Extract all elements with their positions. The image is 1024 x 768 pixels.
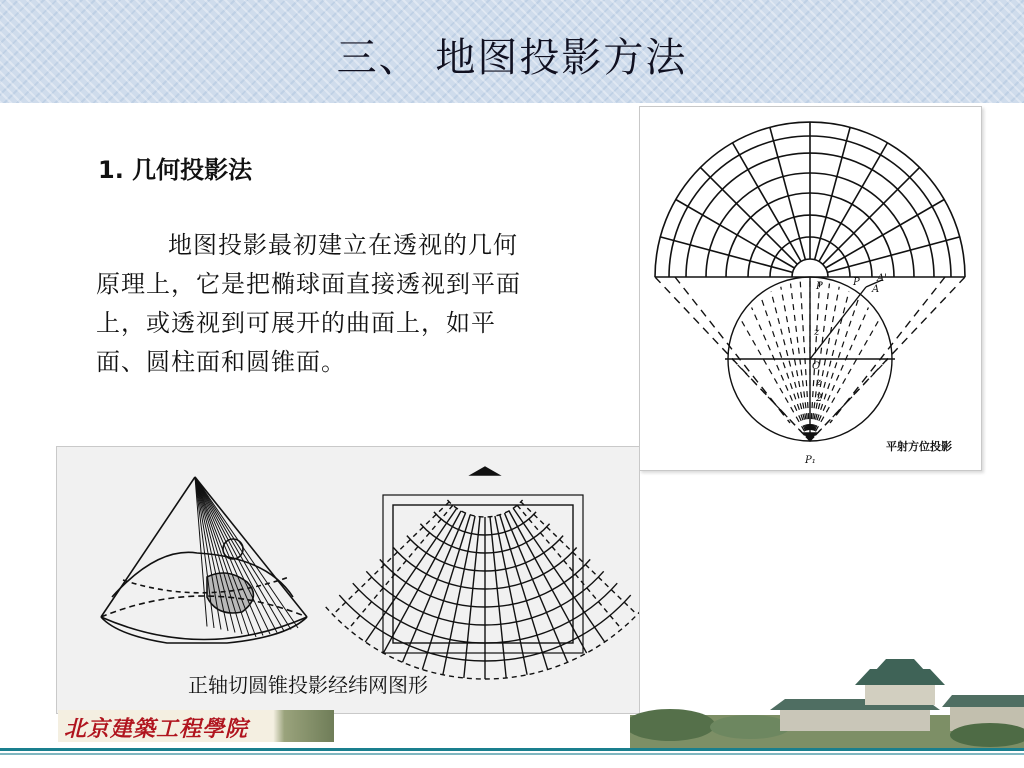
label-p-upper: P [816, 281, 823, 292]
stereographic-projection-figure [639, 106, 982, 471]
school-logo [58, 710, 334, 742]
figure-bottom-caption: 正轴切圆锥投影经纬网图形 [188, 673, 428, 697]
footer-line-bottom [0, 753, 1024, 755]
label-o: O [812, 361, 821, 372]
label-p1: P₁ [805, 455, 816, 466]
stereographic-diagram [640, 107, 981, 470]
label-p-small: P [853, 277, 860, 288]
label-z: z [814, 327, 820, 338]
label-a: A [872, 284, 880, 295]
campus-building-image [630, 655, 1024, 750]
label-z-half-den: 2 [816, 393, 823, 404]
slide-title: 三、 地图投影方法 [336, 35, 688, 81]
label-z-half-num: z [816, 377, 822, 388]
section-heading: 1. 几何投影法 [98, 156, 253, 184]
logo-text: 北京建築工程學院 [64, 716, 249, 742]
footer-line-top [0, 748, 1024, 751]
label-a-prime: A' [877, 273, 887, 284]
figure-right-caption: 平射方位投影 [886, 440, 952, 453]
body-paragraph: 地图投影最初建立在透视的几何原理上，它是把椭球面直接透视到平面上，或透视到可展开的曲面上，如平面、圆柱面和圆锥面。 [96, 231, 521, 376]
